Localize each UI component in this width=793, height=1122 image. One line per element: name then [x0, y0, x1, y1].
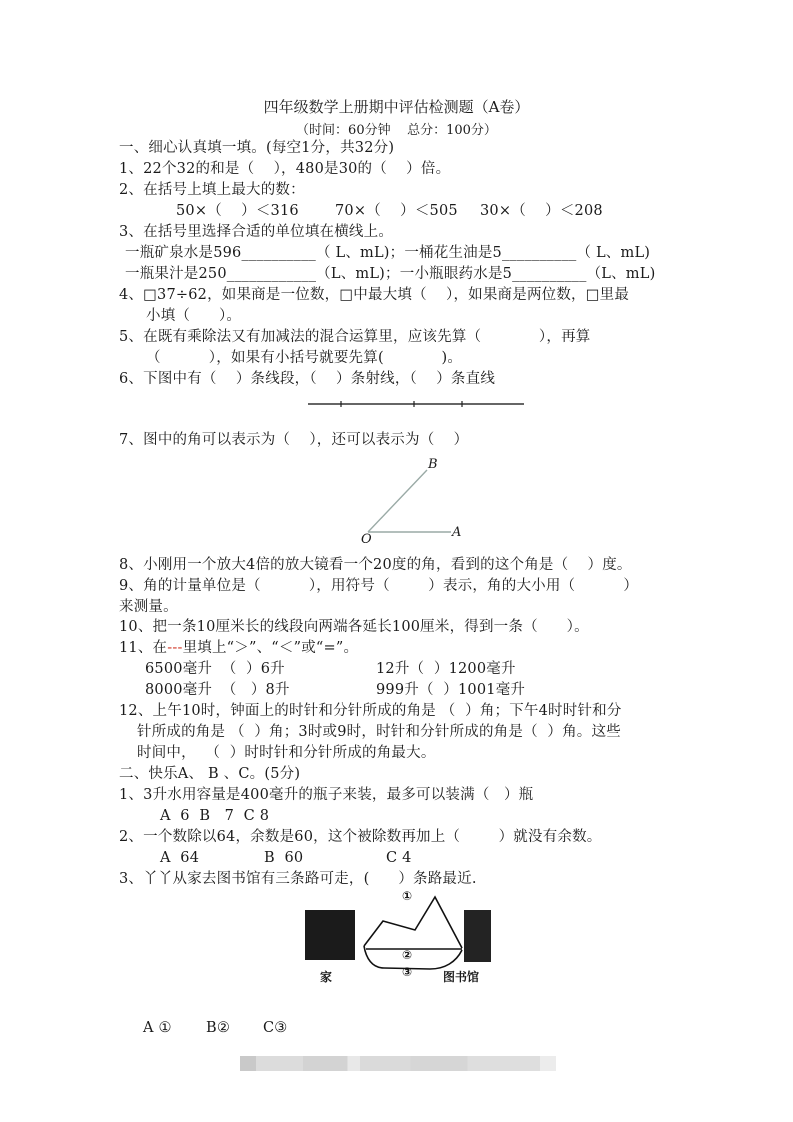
q11-red-dash: ---	[167, 640, 183, 656]
question-4: 4、□37÷62，如果商是一位数，□中最大填（ ），如果商是两位数，□里最	[119, 287, 630, 303]
question-11	[119, 638, 358, 658]
q2-item-2: 70×（ ）＜505	[335, 203, 458, 219]
home-photo	[305, 910, 355, 960]
q11-row1-left: 6500毫升 （ ）6升	[145, 661, 285, 677]
route-1-label: ①	[402, 889, 413, 903]
route-map	[364, 897, 462, 969]
s2-q2-option-b: B 60	[264, 850, 304, 866]
s2-q1-options: A 6 B 7 C 8	[160, 808, 270, 824]
question-9: 9、角的计量单位是（ ），用符号（ ）表示，角的大小用（ ）	[119, 578, 639, 594]
line-segment-figure	[308, 401, 524, 407]
question-12: 12、上午10时，钟面上的时针和分针所成的角是 （ ）角；下午4时时针和分	[119, 703, 622, 719]
s2-q3-option-b: B②	[206, 1020, 231, 1036]
s2-question-2: 2、一个数除以64，余数是60，这个被除数再加上（ ）就没有余数。	[119, 829, 602, 845]
s2-question-1: 1、3升水用容量是400毫升的瓶子来装，最多可以装满（ ）瓶	[119, 787, 534, 803]
home-label: 家	[320, 970, 333, 984]
question-7: 7、图中的角可以表示为（ ），还可以表示为（ ）	[119, 432, 469, 448]
question-6: 6、下图中有（ ）条线段，（ ）条射线，（ ）条直线	[119, 371, 496, 387]
library-photo	[464, 910, 491, 962]
blurred-watermark	[240, 1056, 556, 1071]
s2-q2-option-c: C 4	[386, 850, 412, 866]
q3-line-1: 一瓶矿泉水是596__________（ L、mL)；一桶花生油是5__________（ L、mL)	[125, 245, 651, 261]
angle-label-a: A	[452, 525, 462, 540]
s2-q3-option-c: C③	[263, 1020, 288, 1036]
route-2-label: ②	[402, 948, 413, 962]
question-10: 10、把一条10厘米长的线段向两端各延长100厘米，得到一条（ ）。	[119, 619, 589, 635]
library-label: 图书馆	[443, 970, 480, 984]
s2-q2-option-a: A 64	[160, 850, 200, 866]
question-12-cont2: 时间中， （ ）时时针和分针所成的角最大。	[137, 745, 436, 761]
q11-row2-left: 8000毫升 （ ）8升	[145, 682, 290, 698]
q11-row2-right: 999升（ ）1001毫升	[376, 682, 526, 698]
section2-heading: 二、快乐A、 B 、C。(5分)	[119, 766, 301, 782]
q2-item-3: 30×（ ）＜208	[480, 203, 603, 219]
question-8: 8、小刚用一个放大4倍的放大镜看一个20度的角，看到的这个角是（ ）度。	[119, 557, 632, 573]
question-2: 2、在括号上填上最大的数：	[119, 182, 305, 198]
question-5: 5、在既有乘除法又有加减法的混合运算里，应该先算（ ），再算	[119, 329, 591, 345]
angle-label-o: O	[361, 532, 372, 547]
question-12-cont1: 针所成的角是 （ ）角；3时或9时，时针和分针所成的角是（ ）角。这些	[137, 724, 621, 740]
angle-figure	[368, 470, 451, 532]
q2-item-1: 50×（ ）＜316	[176, 203, 299, 219]
q11-prefix: 11、在	[119, 640, 168, 656]
question-5-cont: （ ），如果有小括号就要先算( )。	[146, 350, 463, 366]
question-4-cont: 小填（ ）。	[146, 308, 242, 324]
s2-q3-option-a: A ①	[143, 1020, 172, 1036]
exam-info: （时间：60分钟 总分：100分）	[296, 123, 497, 138]
section1-heading: 一、细心认真填一填。(每空1分，共32分)	[119, 140, 395, 156]
q11-suffix: 里填上“＞”、“＜”或“=”。	[182, 640, 359, 656]
angle-label-b: B	[428, 457, 438, 472]
question-9-cont: 来测量。	[119, 599, 178, 615]
question-1: 1、22个32的和是（ ），480是30的（ ）倍。	[119, 161, 451, 177]
q3-line-2: 一瓶果汁是250____________（L、mL)；一小瓶眼药水是5__________（L、mL)	[125, 266, 656, 282]
route-3-label: ③	[402, 965, 413, 979]
question-3: 3、在括号里选择合适的单位填在横线上。	[119, 224, 394, 240]
page-title: 四年级数学上册期中评估检测题（A卷）	[263, 98, 530, 116]
q11-row1-right: 12升（ ）1200毫升	[376, 661, 516, 677]
s2-question-3: 3、丫丫从家去图书馆有三条路可走，( ）条路最近.	[119, 871, 477, 887]
